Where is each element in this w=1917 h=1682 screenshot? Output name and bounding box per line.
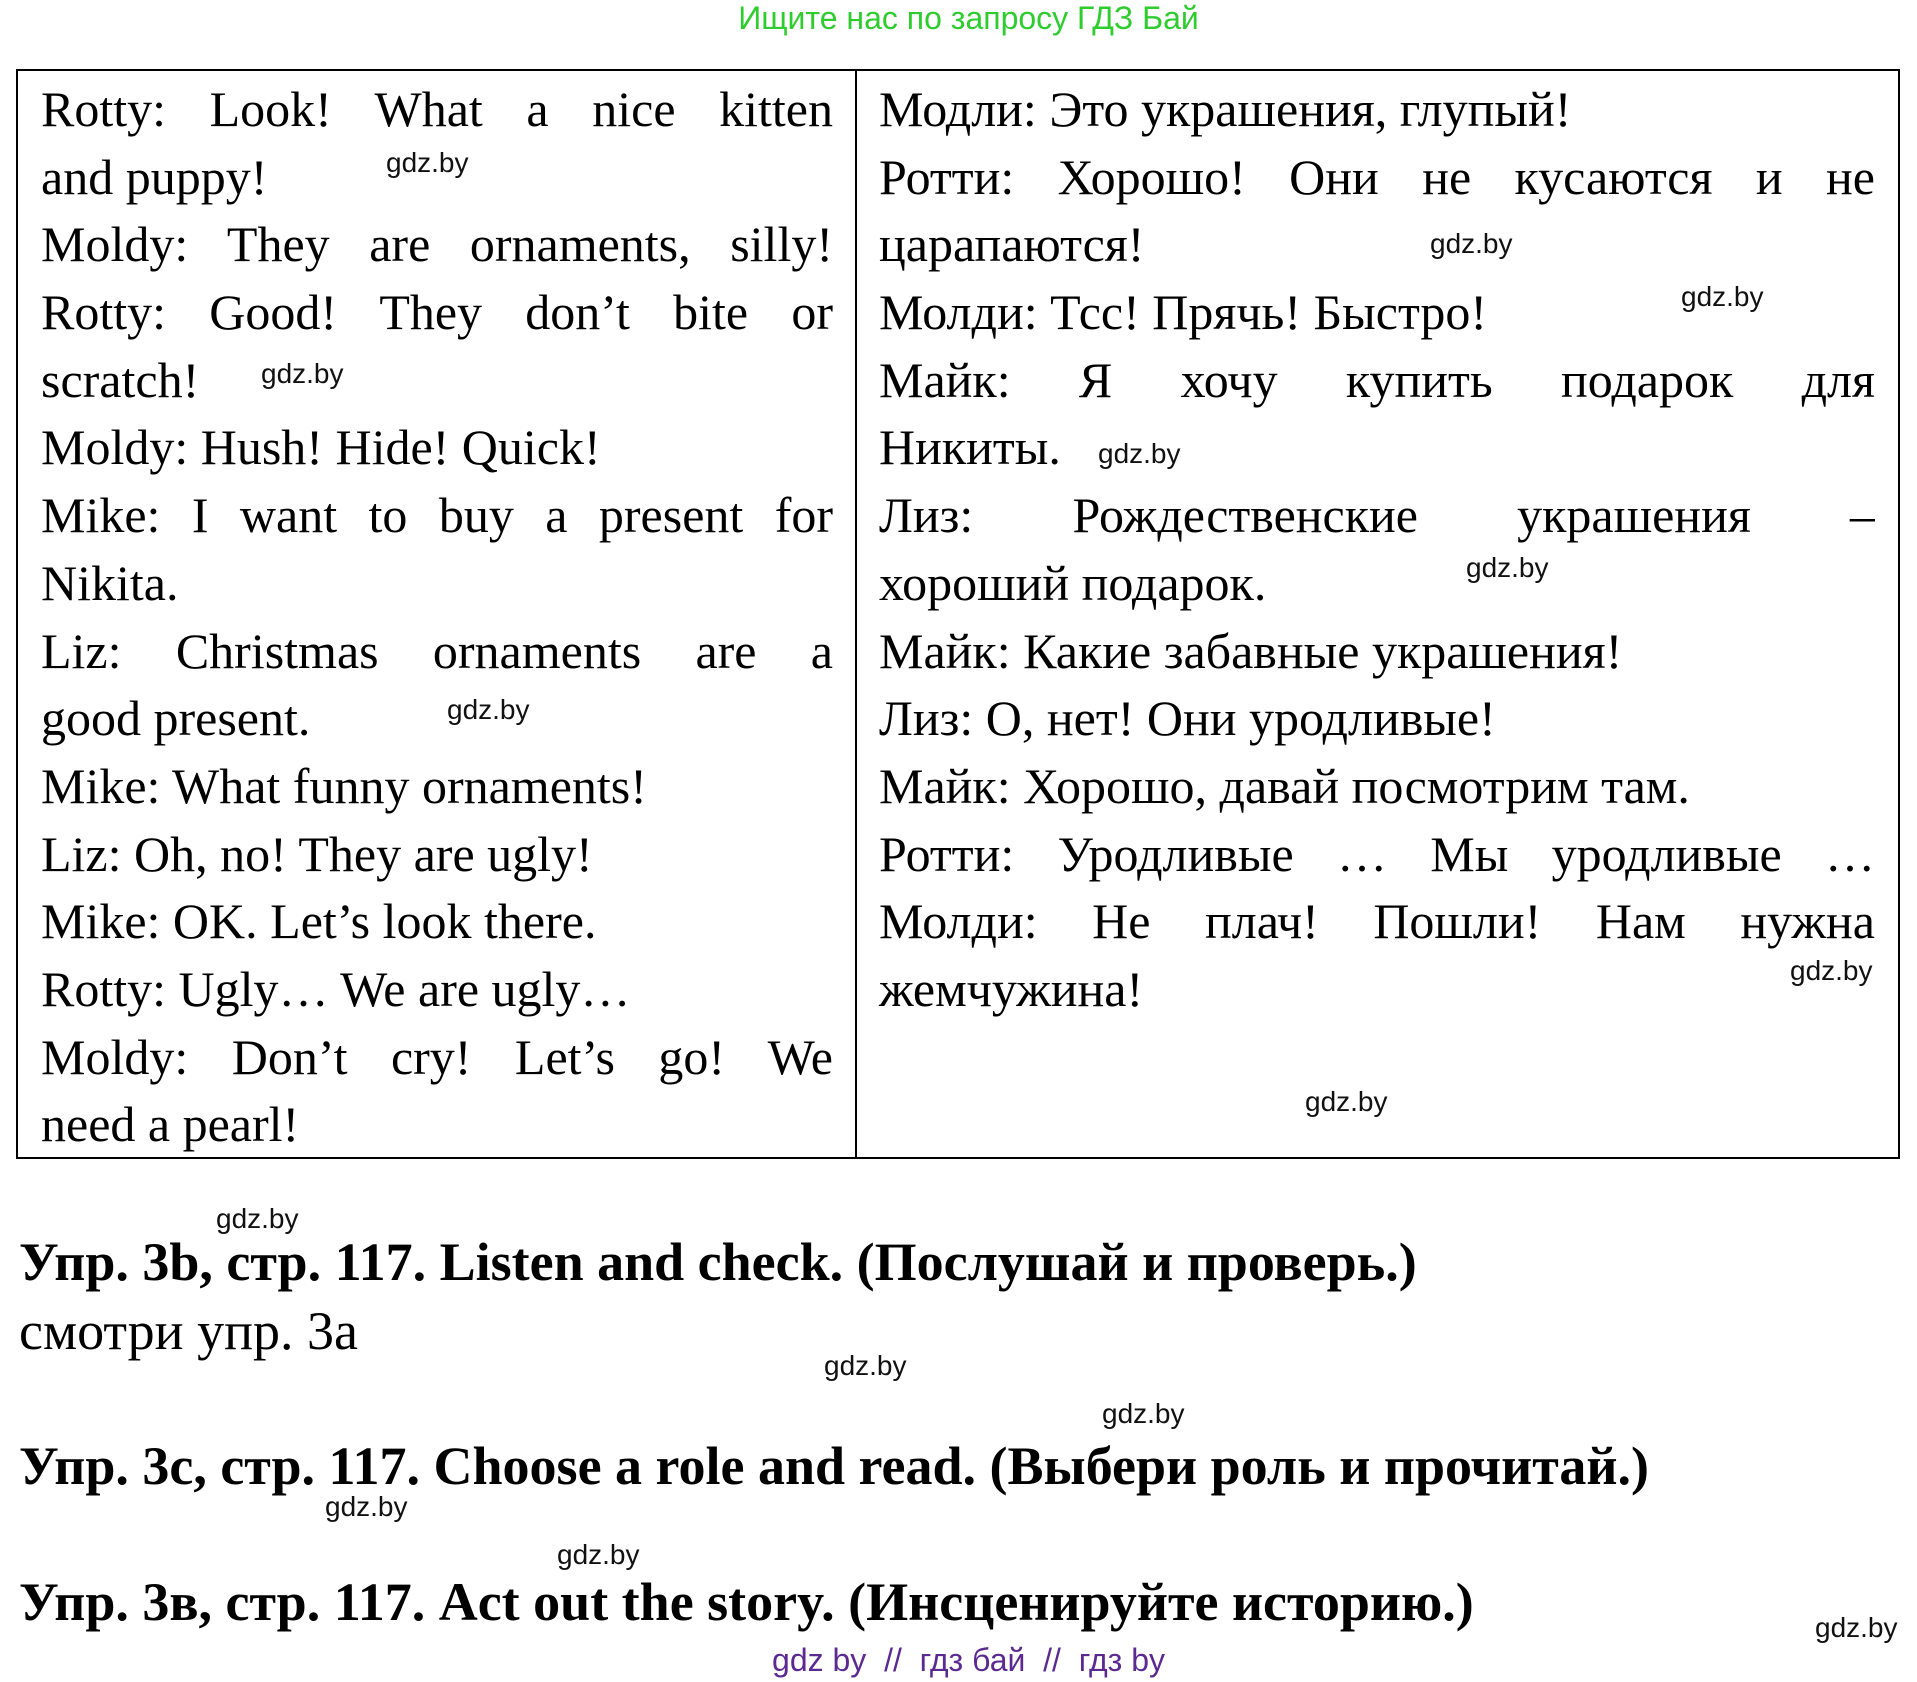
dialogue-line: scratch! [41,351,200,408]
dialogue-line: Rotty: Look! What a nice kitten [41,81,833,137]
exercise-3b-answer: смотри упр. 3а [19,1301,358,1361]
column-divider [855,71,857,1157]
watermark: gdz.by [1790,955,1873,986]
watermark: gdz.by [216,1203,299,1234]
dialogue-line: Молди: Не плач! Пошли! Нам нужна [879,893,1875,950]
watermark: gdz.by [1102,1398,1185,1429]
dialogue-line: Mike: OK. Let’s look there. [41,893,597,950]
watermark: gdz.by [1466,552,1549,583]
watermark: gdz.by [386,147,469,178]
dialogue-line: Майк: Какие забавные украшения! [879,622,1623,679]
dialogue-line: Ротти: Уродливые … Мы уродливые … [879,825,1875,882]
dialogue-line: Moldy: Hush! Hide! Quick! [41,419,601,476]
dialogue-line: Liz: Oh, no! They are ugly! [41,825,593,882]
dialogue-line: Майк: Хорошо, давай посмотрим там. [879,757,1690,814]
dialogue-line: Rotty: Good! They don’t bite or [41,284,833,341]
dialogue-line: Модли: Это украшения, глупый! [879,81,1572,137]
dialogue-line: need a pearl! [41,1096,300,1153]
dialogue-line: Nikita. [41,554,179,611]
dialogue-line: Ротти: Хорошо! Они не кусаются и не [879,148,1875,205]
watermark: gdz.by [261,358,344,389]
exercise-3v-heading: Упр. 3в, стр. 117. Act out the story. (Инсценируйте историю.) [19,1572,1474,1632]
english-column [41,76,833,1159]
watermark: gdz.by [1305,1086,1388,1117]
watermark: gdz.by [824,1350,907,1381]
exercise-3b-heading: Упр. 3b, стр. 117. Listen and check. (Послушай и проверь.) [19,1232,1417,1292]
watermark: gdz.by [1681,281,1764,312]
russian-column [879,76,1875,1024]
dialogue-line: and puppy! [41,148,268,205]
dialogue-line: Rotty: Ugly… We are ugly… [41,961,631,1018]
watermark: gdz.by [1098,438,1181,469]
dialogue-line: Майк: Я хочу купить подарок для [879,351,1875,408]
watermark: gdz.by [447,694,530,725]
dialogue-line: Лиз: Рождественские украшения – [879,487,1875,544]
dialogue-line: Moldy: Don’t cry! Let’s go! We [41,1028,833,1085]
dialogue-line: Liz: Christmas ornaments are a [41,622,833,679]
dialogue-line: Mike: What funny ornaments! [41,757,647,814]
dialogue-line: good present. [41,690,311,747]
dialogue-line: хороший подарок. [879,554,1267,611]
dialogue-line: Молди: Тсс! Прячь! Быстро! [879,284,1488,341]
dialogue-line: царапаются! [879,216,1145,273]
dialogue-line: жемчужина! [879,961,1144,1018]
search-hint: Ищите нас по запросу ГДЗ Бай [738,0,1199,36]
watermark: gdz.by [1430,228,1513,259]
watermark: gdz.by [557,1539,640,1570]
dialogue-table [16,69,1900,1159]
exercise-3c-heading: Упр. 3c, стр. 117. Choose a role and read. (Выбери роль и прочитай.) [19,1436,1649,1496]
watermark: gdz.by [1815,1612,1898,1643]
dialogue-line: Никиты. [879,419,1061,476]
watermark: gdz.by [325,1491,408,1522]
dialogue-line: Moldy: They are ornaments, silly! [41,216,833,273]
dialogue-line: Mike: I want to buy a present for [41,487,833,544]
dialogue-line: Лиз: О, нет! Они уродливые! [879,690,1496,747]
footer-links: gdz by // гдз бай // гдз by [772,1642,1165,1678]
